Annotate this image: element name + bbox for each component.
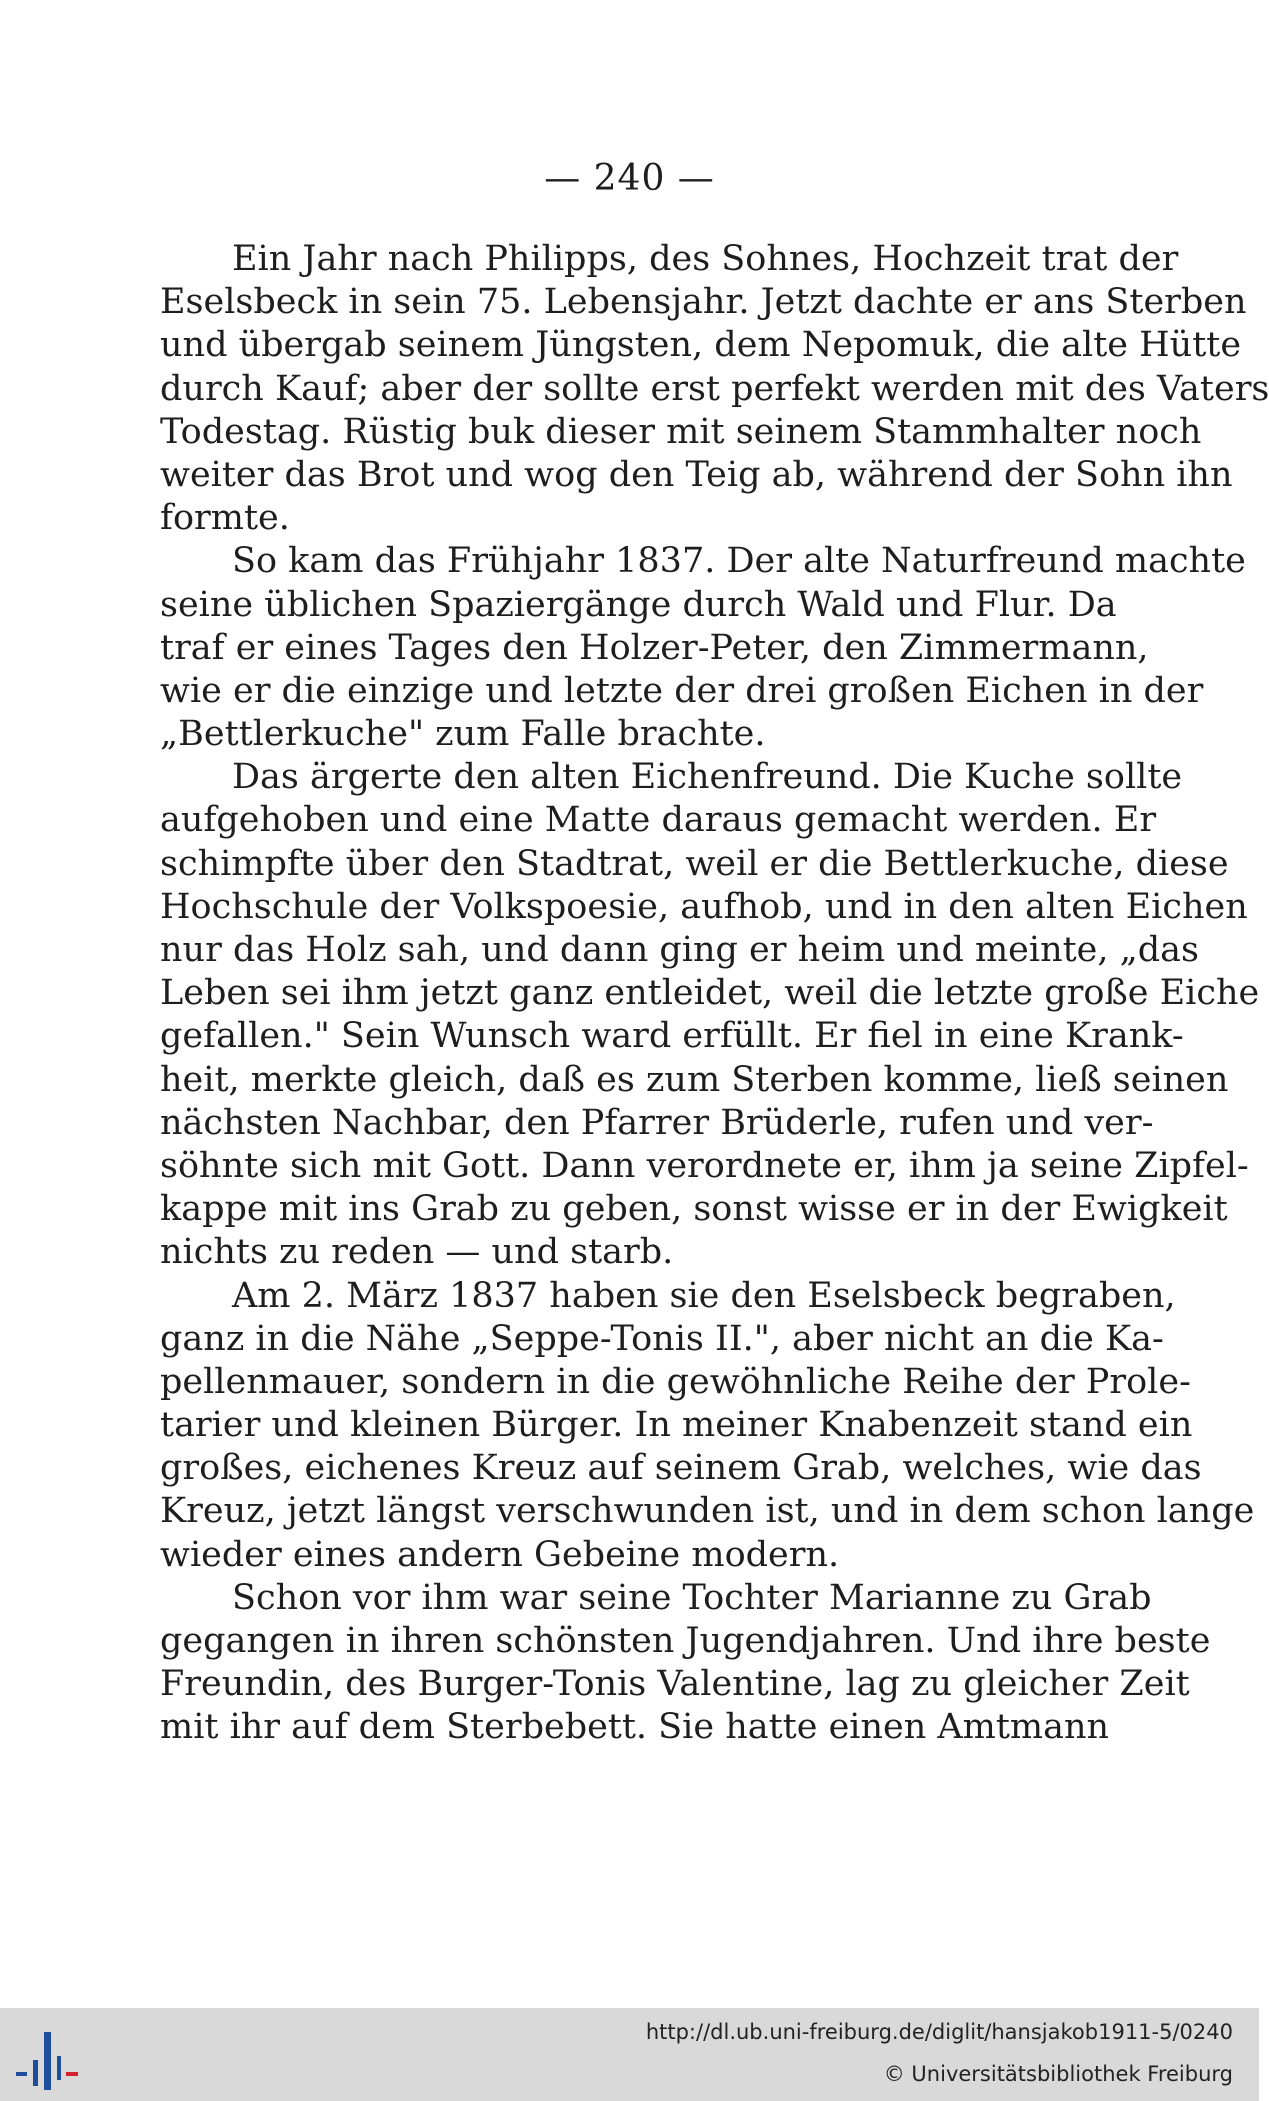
text-line: ganz in die Nähe „Seppe-Tonis II.", aber nicht an die Ka-: [160, 1318, 1164, 1359]
text-line: söhnte sich mit Gott. Dann verordnete er, ihm ja seine Zipfel-: [160, 1145, 1249, 1186]
text-line: heit, merkte gleich, daß es zum Sterben komme, ließ seinen: [160, 1059, 1229, 1100]
text-line: Das ärgerte den alten Eichenfreund. Die Kuche sollte: [232, 757, 1183, 798]
text-line: schimpfte über den Stadtrat, weil er die Bettlerkuche, diese: [160, 843, 1229, 884]
text-line: großes, eichenes Kreuz auf seinem Grab, welches, wie das: [160, 1448, 1202, 1489]
text-line: formte.: [160, 498, 290, 539]
text-line: Kreuz, jetzt längst verschwunden ist, und in dem schon lange: [160, 1491, 1255, 1532]
text-line: Freundin, des Burger-Tonis Valentine, lag zu gleicher Zeit: [160, 1664, 1190, 1705]
text-line: nichts zu reden — und starb.: [160, 1232, 674, 1273]
text-line: tarier und kleinen Bürger. In meiner Knabenzeit stand ein: [160, 1405, 1193, 1446]
ub-freiburg-logo-icon: [12, 2028, 82, 2094]
text-line: aufgehoben und eine Matte daraus gemacht werden. Er: [160, 800, 1157, 841]
text-line: Hochschule der Volkspoesie, aufhob, und in den alten Eichen: [160, 886, 1248, 927]
text-line: „Bettlerkuche" zum Falle brachte.: [160, 714, 766, 755]
text-line: kappe mit ins Grab zu geben, sonst wisse er in der Ewigkeit: [160, 1189, 1228, 1230]
text-line: Am 2. März 1837 haben sie den Eselsbeck begraben,: [232, 1275, 1176, 1316]
footer-bar: [0, 2008, 1259, 2101]
text-line: durch Kauf; aber der sollte erst perfekt werden mit des Vaters: [160, 368, 1269, 409]
text-line: und übergab seinem Jüngsten, dem Nepomuk, die alte Hütte: [160, 325, 1242, 366]
text-line: Ein Jahr nach Philipps, des Sohnes, Hochzeit trat der: [232, 239, 1179, 279]
text-line: Eselsbeck in sein 75. Lebensjahr. Jetzt dachte er ans Sterben: [160, 282, 1247, 323]
text-line: traf er eines Tages den Holzer-Peter, den Zimmermann,: [160, 627, 1149, 668]
text-line: wieder eines andern Gebeine modern.: [160, 1534, 840, 1575]
text-line: Schon vor ihm war seine Tochter Marianne zu Grab: [232, 1577, 1152, 1618]
text-line: gegangen in ihren schönsten Jugendjahren. Und ihre beste: [160, 1621, 1211, 1661]
page-number: — 240 —: [544, 158, 715, 199]
text-line: pellenmauer, sondern in die gewöhnliche Reihe der Prole-: [160, 1361, 1191, 1402]
text-line: Leben sei ihm jetzt ganz entleidet, weil die letzte große Eiche: [160, 973, 1260, 1014]
footer-copyright: © Universitätsbibliothek Freiburg: [883, 2062, 1233, 2086]
body-text: [160, 238, 1269, 1750]
text-line: Todestag. Rüstig buk dieser mit seinem Stammhalter noch: [160, 411, 1202, 452]
text-line: nächsten Nachbar, den Pfarrer Brüderle, rufen und ver-: [160, 1102, 1154, 1143]
text-line: nur das Holz sah, und dann ging er heim und meinte, „das: [160, 930, 1200, 970]
text-line: seine üblichen Spaziergänge durch Wald und Flur. Da: [160, 584, 1117, 625]
footer-url-link[interactable]: http://dl.ub.uni-freiburg.de/diglit/hansjakob1911-5/0240: [645, 2020, 1233, 2044]
text-line: wie er die einzige und letzte der drei großen Eichen in der: [160, 670, 1204, 711]
text-line: mit ihr auf dem Sterbebett. Sie hatte einen Amtmann: [160, 1707, 1110, 1748]
text-line: gefallen." Sein Wunsch ward erfüllt. Er fiel in eine Krank-: [160, 1016, 1184, 1057]
text-line: weiter das Brot und wog den Teig ab, während der Sohn ihn: [160, 454, 1233, 495]
text-line: So kam das Frühjahr 1837. Der alte Naturfreund machte: [232, 541, 1246, 582]
